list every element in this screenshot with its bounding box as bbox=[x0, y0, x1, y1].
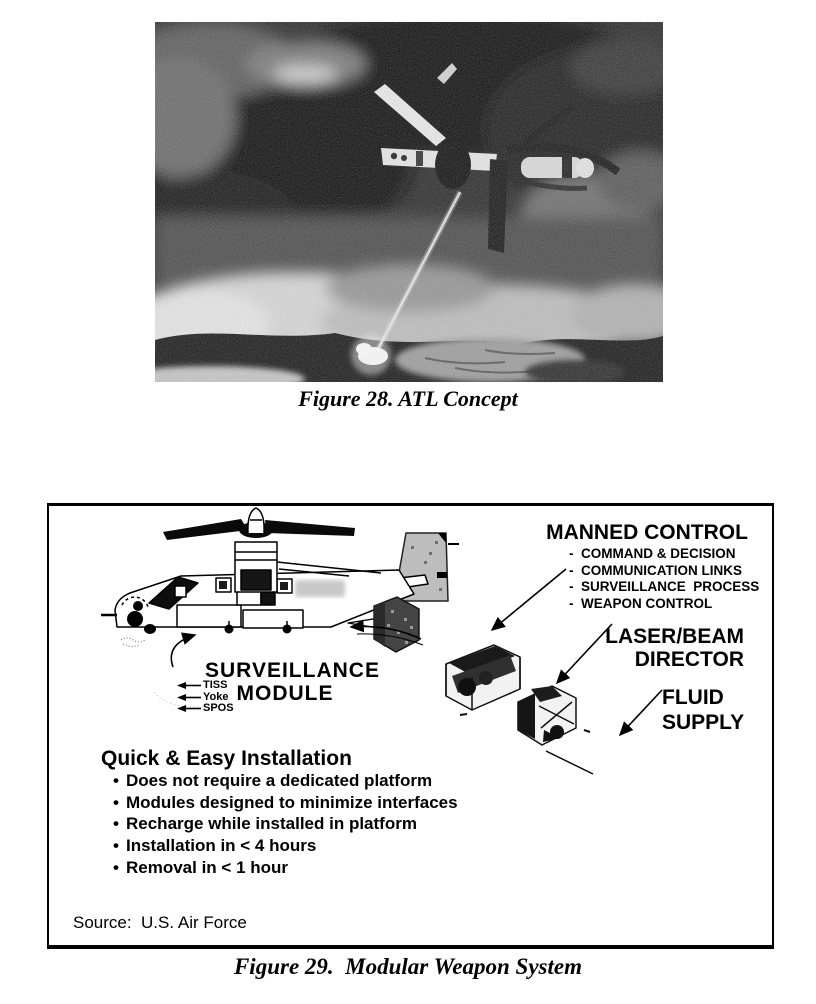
manned-control-list bbox=[569, 546, 759, 612]
fluid-supply-label: FLUID SUPPLY bbox=[662, 686, 745, 734]
bullet-dot: • bbox=[113, 814, 119, 834]
manned-control-module-box bbox=[446, 645, 520, 715]
bullet-dot: • bbox=[113, 771, 119, 790]
left-arrow-icon bbox=[177, 693, 201, 702]
leader-line bbox=[546, 751, 593, 774]
surveillance-module-label: SURVEILLANCE MODULE bbox=[205, 659, 380, 705]
dash-bullet: - bbox=[569, 546, 574, 561]
installation-title: Quick & Easy Installation bbox=[101, 747, 352, 770]
installation-bullet: • Installation in < 4 hours bbox=[113, 836, 317, 856]
figure-29-caption: Figure 29. Modular Weapon System bbox=[233, 954, 583, 979]
installation-bullet: • Removal in < 1 hour bbox=[113, 857, 289, 877]
manned-control-item: - WEAPON CONTROL bbox=[569, 595, 713, 611]
installation-bullet: • Recharge while installed in platform bbox=[113, 814, 417, 834]
pointer-row: TISS bbox=[177, 680, 234, 692]
manned-control-item: - SURVEILLANCE PROCESS bbox=[569, 579, 760, 595]
atl-photo-art bbox=[155, 22, 663, 382]
dash-bullet: - bbox=[569, 579, 574, 595]
source-attribution: Source: U.S. Air Force bbox=[73, 913, 247, 932]
pointer-row: Yoke bbox=[177, 692, 234, 704]
sensor-pointer-labels bbox=[177, 680, 234, 715]
installation-bullet: • Does not require a dedicated platform bbox=[113, 771, 433, 790]
left-arrow-icon bbox=[177, 681, 201, 690]
bullet-dot: • bbox=[113, 836, 119, 856]
manned-control-item: - COMMAND & DECISION bbox=[569, 546, 736, 561]
laser-beam-director-label: LASER/BEAM DIRECTOR bbox=[605, 625, 744, 671]
rotor-blades bbox=[163, 508, 355, 540]
manned-control-title: MANNED CONTROL bbox=[546, 521, 748, 544]
pointer-row: SPOS bbox=[177, 703, 234, 715]
surveillance-module-box bbox=[374, 597, 419, 652]
fluid-supply-arrow bbox=[620, 690, 662, 735]
installation-bullet-list bbox=[111, 770, 458, 879]
figure-28-caption: Figure 28. ATL Concept bbox=[298, 386, 518, 411]
figure-29-panel bbox=[47, 503, 774, 949]
installation-bullet: • Modules designed to minimize interfaces bbox=[113, 792, 458, 812]
bullet-dot: • bbox=[113, 857, 119, 877]
bullet-dot: • bbox=[113, 792, 119, 812]
dash-bullet: - bbox=[569, 595, 574, 611]
atl-concept-photo bbox=[155, 22, 663, 382]
left-arrow-icon bbox=[177, 704, 201, 713]
laser-beam-director-module-box bbox=[518, 686, 590, 745]
surveillance-curved-arrow bbox=[171, 635, 195, 667]
dash-bullet: - bbox=[569, 562, 574, 578]
manned-control-arrow bbox=[492, 569, 566, 630]
manned-control-item: - COMMUNICATION LINKS bbox=[569, 562, 742, 578]
